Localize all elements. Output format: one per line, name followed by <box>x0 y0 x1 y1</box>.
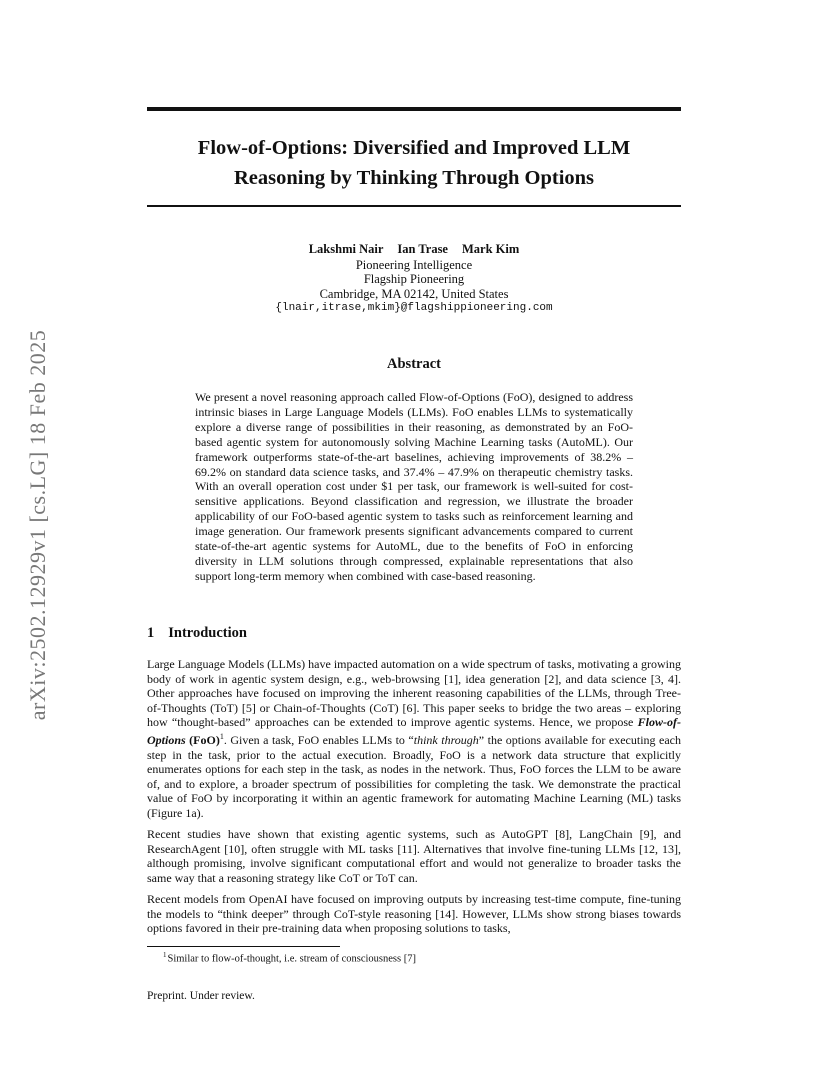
preprint-notice: Preprint. Under review. <box>147 990 255 1002</box>
paper-title <box>147 133 681 193</box>
paragraph: Recent studies have shown that existing agentic systems, such as AutoGPT [8], LangChain [9], and ResearchAgent [10], often struggle with ML tasks [11]. Alternatives that involve fine-tuning LLMs [12, 13], although promising, involve significant computational effort and would not generalize to broader tasks the same way that a reasoning strategy like CoT or ToT can. <box>147 827 681 885</box>
affiliation-org: Pioneering Intelligence <box>355 257 473 272</box>
author-names <box>147 242 681 257</box>
title-bottom-rule <box>147 205 681 207</box>
author-name: Lakshmi Nair <box>308 242 384 256</box>
section-title: Introduction <box>168 625 247 641</box>
foo-abbr: (FoO) <box>185 732 220 747</box>
paragraph-text: . Given a task, FoO enables LLMs to “ <box>223 732 414 747</box>
paragraph: Recent models from OpenAI have focused on improving outputs by increasing test-time compute, fine-tuning the models to “think deeper” through CoT-style reasoning [14]. However, LLMs show strong biases towards options favored in their pre-training data when proposing solutions to tasks, <box>147 891 681 936</box>
author-email: {lnair,itrase,mkim}@flagshippioneering.com <box>275 302 553 314</box>
section-heading <box>147 625 247 642</box>
foo-name: Flow-of-Options <box>147 715 681 747</box>
paragraph-text: Large Language Models (LLMs) have impacted automation on a wide spectrum of tasks, motivating a growing body of work in agentic system design, e.g., web-browsing [1], idea generation [2], and data science [3, 4]. Other approaches have focused on improving the inherent reasoning capabilities of the LLMs, through Tree-of-Thoughts (ToT) [5] or Chain-of-Thoughts (CoT) [6]. This paper seeks to bridge the two areas – exploring how “thought-based” approaches can be extended to improve agentic systems. Hence, we propose <box>147 657 681 730</box>
paragraph-text: ” the options available for executing each step in the task, prior to the actual execution. Broadly, FoO is a network data structure that explicitly enumerates options for each step in the task, as nodes in the network. Thus, FoO forces the LLM to be aware of, and to explore, a broader spectrum of possibilities for completing the task. We demonstrate the practical value of FoO by incorporating it within an agentic framework for automating Machine Learning (ML) tasks (Figure 1a). <box>147 732 681 820</box>
footnote-rule <box>147 946 340 947</box>
footnote-text: Similar to flow-of-thought, i.e. stream of consciousness [7] <box>167 953 416 965</box>
author-name: Ian Trase <box>397 242 448 256</box>
arxiv-id: arXiv:2502.12929v1 [cs.LG] 18 Feb 2025 <box>25 329 50 721</box>
title-top-rule <box>147 107 681 111</box>
think-through-emphasis: think through <box>413 732 479 747</box>
footnote-mark: 1 <box>219 731 224 741</box>
author-block <box>147 242 681 316</box>
abstract-text: We present a novel reasoning approach called Flow-of-Options (FoO), designed to address intrinsic biases in Large Language Models (LLMs). FoO enables LLMs to systematically explore a diverse range of possibilities in their reasoning, as demonstrated by an FoO-based agentic system for autonomously solving Machine Learning tasks (AutoML). Our framework outperforms state-of-the-art baselines, achieving improvements of 38.2% – 69.2% on standard data science tasks, and 37.4% – 47.9% on therapeutic chemistry tasks. With an overall operation cost under $1 per task, our framework is well-suited for cost-sensitive applications. Beyond classification and regression, we illustrate the broader applicability of our FoO-based agentic system to tasks such as reinforcement learning and image generation. Our framework presents significant advancements compared to current state-of-the-art agentic systems for AutoML, due to the benefits of FoO in enforcing diversity in LLM solutions through compressed, explainable representations that also support long-term memory when combined with case-based reasoning. <box>195 390 633 583</box>
title-line-2: Reasoning by Thinking Through Options <box>233 167 595 189</box>
abstract-heading: Abstract <box>387 356 441 372</box>
affiliation-dept: Flagship Pioneering <box>363 272 465 286</box>
title-line-1: Flow-of-Options: Diversified and Improved LLM <box>197 137 631 159</box>
author-name: Mark Kim <box>461 242 520 256</box>
paragraph <box>147 657 681 821</box>
footnote-mark: 1 <box>163 951 167 959</box>
body-text <box>147 657 681 942</box>
section-number: 1 <box>147 625 155 641</box>
affiliation-address: Cambridge, MA 02142, United States <box>319 286 509 301</box>
footnote <box>147 951 697 965</box>
